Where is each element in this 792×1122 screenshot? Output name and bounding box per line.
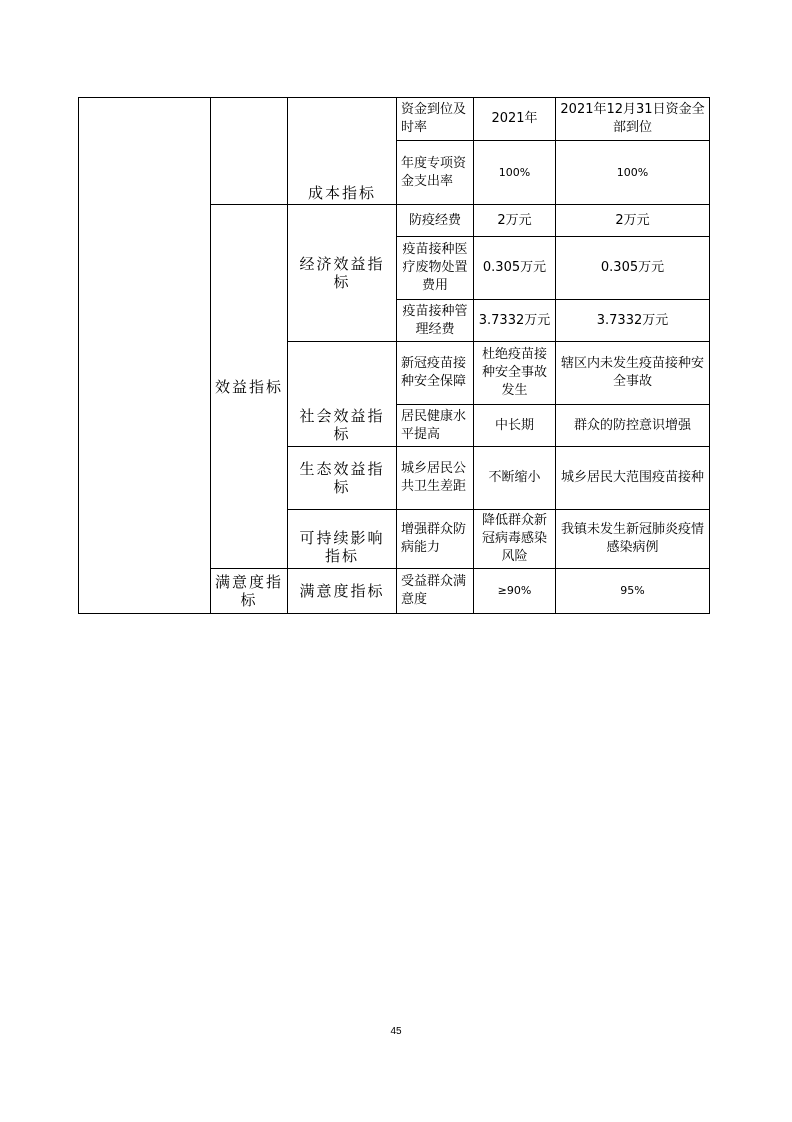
actual-cell: 2万元	[556, 205, 710, 237]
indicator-cell: 增强群众防病能力	[397, 510, 474, 569]
target-cell: 0.305万元	[474, 237, 556, 300]
level1-cell-empty	[211, 98, 288, 205]
indicator-cell: 防疫经费	[397, 205, 474, 237]
actual-cell: 群众的防控意识增强	[556, 405, 710, 447]
target-cell: 2021年	[474, 98, 556, 141]
target-cell: 100%	[474, 141, 556, 205]
table-row	[79, 98, 710, 141]
indicator-cell: 居民健康水平提高	[397, 405, 474, 447]
level2-ecological-cell: 生态效益指标	[288, 447, 397, 510]
page-number: 45	[390, 1026, 402, 1037]
target-cell: 2万元	[474, 205, 556, 237]
performance-indicator-table	[78, 97, 710, 614]
target-cell: 3.7332万元	[474, 300, 556, 342]
level2-cost-cell: 成本指标	[288, 98, 397, 205]
target-cell: 中长期	[474, 405, 556, 447]
target-cell: 杜绝疫苗接种安全事故发生	[474, 342, 556, 405]
indicator-cell: 年度专项资金支出率	[397, 141, 474, 205]
target-cell: 不断缩小	[474, 447, 556, 510]
actual-cell: 95%	[556, 569, 710, 614]
indicator-cell: 城乡居民公共卫生差距	[397, 447, 474, 510]
indicator-cell: 资金到位及时率	[397, 98, 474, 141]
indicator-cell: 受益群众满意度	[397, 569, 474, 614]
indicator-cell: 新冠疫苗接种安全保障	[397, 342, 474, 405]
actual-cell: 城乡居民大范围疫苗接种	[556, 447, 710, 510]
actual-cell: 100%	[556, 141, 710, 205]
level2-social-cell: 社会效益指标	[288, 342, 397, 447]
actual-cell: 我镇未发生新冠肺炎疫情感染病例	[556, 510, 710, 569]
target-cell: ≥90%	[474, 569, 556, 614]
actual-cell: 3.7332万元	[556, 300, 710, 342]
actual-cell: 0.305万元	[556, 237, 710, 300]
level1-benefit-cell: 效益指标	[211, 205, 288, 569]
level2-satisfaction-cell: 满意度指标	[288, 569, 397, 614]
actual-cell: 2021年12月31日资金全部到位	[556, 98, 710, 141]
actual-cell: 辖区内未发生疫苗接种安全事故	[556, 342, 710, 405]
indicator-cell: 疫苗接种医疗废物处置费用	[397, 237, 474, 300]
level2-sustainable-cell: 可持续影响指标	[288, 510, 397, 569]
level1-satisfaction-cell: 满意度指标	[211, 569, 288, 614]
level2-economic-cell: 经济效益指标	[288, 205, 397, 342]
indicator-cell: 疫苗接种管理经费	[397, 300, 474, 342]
target-cell: 降低群众新冠病毒感染风险	[474, 510, 556, 569]
blank-column-cell	[79, 98, 211, 614]
